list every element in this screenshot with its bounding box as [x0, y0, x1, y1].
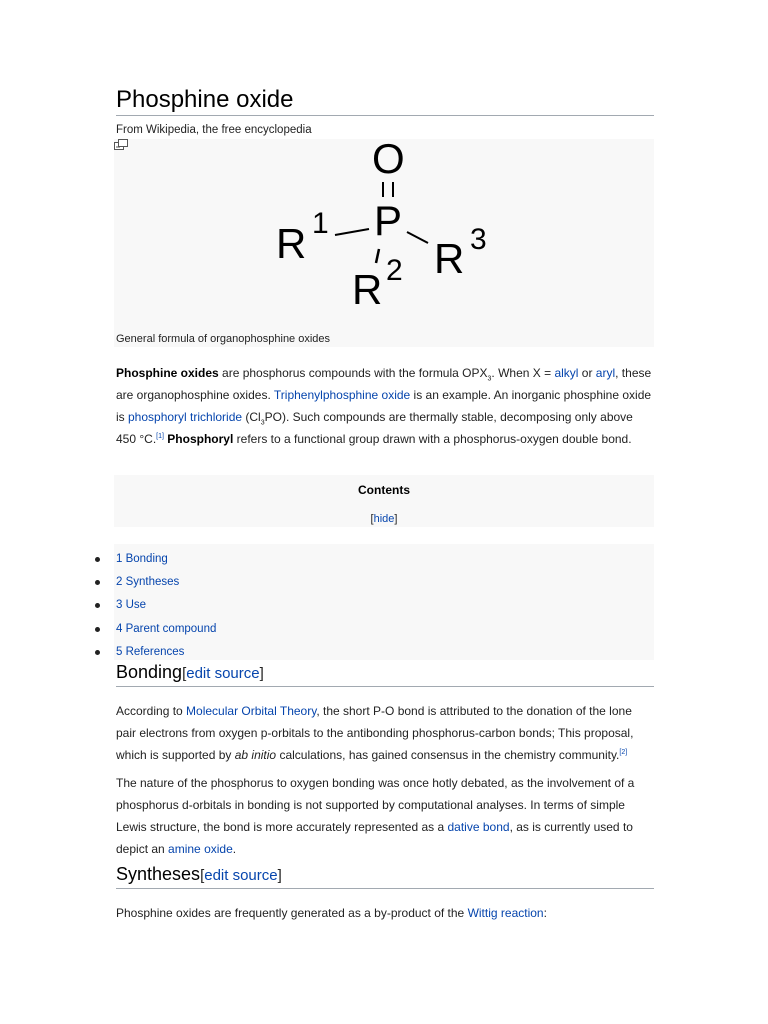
- toc-item-parent-compound[interactable]: 4 Parent compound: [116, 623, 216, 635]
- bonding-paragraph-2: The nature of the phosphorus to oxygen bonding was once hotly debated, as the involvement of a phosphorus d-orbitals in bonding is not supported by computational analyses. In terms of simple Lewis structure, the bond is more accurately represented as a dative bond, as is currently used to depict an amine oxide.: [116, 776, 635, 856]
- ref-1[interactable]: [1]: [156, 433, 164, 440]
- link-triphenylphosphine-oxide[interactable]: Triphenylphosphine oxide: [273, 388, 411, 402]
- toc-header: [114, 475, 654, 527]
- term-phosphoryl: Phosphoryl: [167, 432, 234, 446]
- link-dative-bond[interactable]: dative bond: [447, 820, 510, 834]
- link-amine-oxide[interactable]: amine oxide: [168, 842, 233, 856]
- toc-title: Contents: [358, 483, 410, 497]
- magnify-clip-icon[interactable]: [114, 139, 128, 150]
- bullet-icon: [95, 627, 100, 632]
- edit-source-link[interactable]: edit source: [186, 665, 260, 682]
- bullet-icon: [95, 603, 100, 608]
- atom-r2: R: [352, 266, 383, 313]
- atom-r3: R: [434, 235, 465, 282]
- term-phosphine-oxides: Phosphine oxides: [116, 366, 219, 380]
- atom-r1: R: [276, 220, 307, 267]
- edit-section-syntheses: [edit source]: [200, 867, 282, 884]
- bullet-icon: [95, 580, 100, 585]
- bullet-icon: [95, 557, 100, 562]
- link-molecular-orbital-theory[interactable]: Molecular Orbital Theory: [186, 704, 317, 718]
- structure-diagram[interactable]: [114, 139, 654, 329]
- toc-item-bonding[interactable]: 1 Bonding: [116, 553, 168, 565]
- heading-syntheses: Syntheses[edit source]: [116, 864, 654, 889]
- toc-list: [114, 544, 654, 660]
- page-title: Phosphine oxide: [116, 86, 654, 116]
- bond-p-r3: [407, 232, 428, 243]
- ref-2[interactable]: [2]: [619, 749, 628, 756]
- link-aryl[interactable]: aryl: [595, 366, 616, 380]
- toc-item-use[interactable]: 3 Use: [116, 599, 146, 611]
- link-wittig-reaction[interactable]: Wittig reaction: [467, 906, 544, 920]
- heading-bonding: Bonding[edit source]: [116, 662, 654, 687]
- link-alkyl[interactable]: alkyl: [554, 366, 579, 380]
- tagline: From Wikipedia, the free encyclopedia: [116, 124, 312, 136]
- edit-section-bonding: [edit source]: [182, 665, 264, 682]
- figure-caption: General formula of organophosphine oxides: [116, 333, 331, 345]
- toc-hide-link[interactable]: hide: [373, 513, 395, 525]
- bonding-paragraph-1: According to Molecular Orbital Theory, the short P-O bond is attributed to the donation of the lone pair electrons from oxygen p-orbitals to the antibonding phosphorus-carbon bonds; This proposal, which is supported by ab initio calculations, has gained consensus in the chemistry community.[2]: [116, 704, 634, 762]
- r1-label: 1: [312, 207, 329, 240]
- bond-p-r2: [376, 249, 379, 263]
- intro-paragraph: Phosphine oxides are phosphorus compounds with the formula $OPX_3$. When X = alkyl or aryl, these are organophosphine oxides. Triphenylphosphine oxide is an example. An inorganic phosphine oxide is phosphoryl trichloride $(Cl_3PO)$. Such compounds are thermally stable, decomposing only above 450 °C.[1] Phosphoryl refers to a functional group drawn with a phosphorus-oxygen double bond.: [116, 366, 652, 446]
- edit-source-link[interactable]: edit source: [204, 867, 278, 884]
- toc-hide-toggle: [hide]: [370, 513, 398, 525]
- syntheses-paragraph-1: Phosphine oxides are frequently generated as a by-product of the Wittig reaction:: [116, 906, 547, 920]
- atom-p: P: [374, 197, 403, 244]
- atom-o: O: [372, 139, 405, 182]
- bond-r1-p: [335, 229, 369, 235]
- bullet-icon: [95, 650, 100, 655]
- link-phosphoryl-trichloride[interactable]: phosphoryl trichloride: [128, 410, 243, 424]
- r2-label: 2: [386, 254, 403, 287]
- r3-label: 3: [470, 223, 487, 256]
- toc-item-references[interactable]: 5 References: [116, 646, 184, 658]
- figure-box: [114, 139, 654, 347]
- toc-item-syntheses[interactable]: 2 Syntheses: [116, 576, 179, 588]
